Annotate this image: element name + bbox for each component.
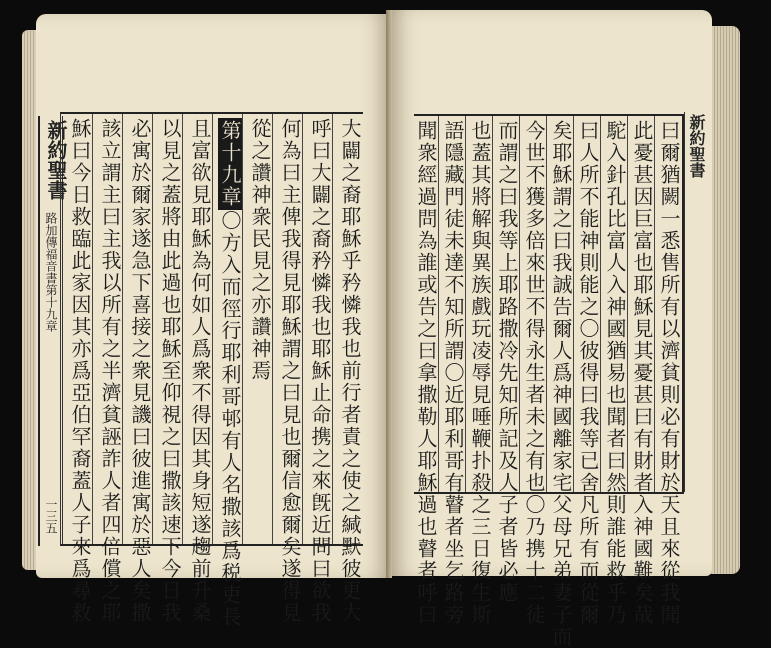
right-text-block (414, 114, 684, 648)
right-column-9: 語隱藏門徒未達不知所謂〇近耶利哥有瞽者坐乞路旁 (441, 120, 465, 626)
left-column-1: 大闢之裔耶穌乎矜憐我也前行者責之使之緘默彼更大 (338, 118, 362, 624)
left-column-2: 呼曰大闢之裔矜憐我也耶穌止命携之來旣近問曰欲我 (308, 118, 332, 624)
right-column-3: 駝入針孔比富人入神國猶易也聞者曰然則誰能救乎乃 (603, 120, 627, 626)
right-column-10: 聞衆經過問為誰或告之曰拿撒勒人耶穌過也瞽者呼曰 (414, 120, 438, 626)
left-column-8: 必寓於爾家遂急下喜接之衆見譏曰彼進寓於惡人矣撒 (128, 118, 152, 624)
left-column-5 (219, 118, 241, 628)
left-column-9: 該立謂主曰主我以所有之半濟貧誣詐人者四倍償之耶 (98, 118, 122, 624)
chapter-column-text: 〇方入而徑行耶利哥邨有人名撒該爲税吏長 (218, 210, 242, 628)
right-running-head (684, 112, 705, 492)
book-gutter (386, 10, 392, 578)
right-column-2: 此憂甚因巨富也耶穌見其憂甚曰有財者入神國難矣哉 (630, 120, 654, 626)
left-column-3: 何為曰主俾我得見耶穌謂之曰見也爾信愈爾矣遂得見 (278, 118, 302, 624)
right-column-6: 今世不獲多倍來世不得永生者未之有也〇乃携十二徒 (522, 120, 546, 626)
right-running-head-title: 新約聖書 (687, 114, 706, 178)
left-text-block (60, 112, 363, 628)
left-page-number: 一三五 (44, 498, 58, 534)
right-column-5: 矣耶穌謂之曰我誠告爾人爲神國離家宅父母兄弟妻子而 (549, 120, 573, 648)
left-column-10: 穌曰今日救臨此家因其亦爲亞伯罕裔蓋人子來爲尋救 (68, 118, 92, 624)
left-column-6: 且富欲見耶穌為何如人爲衆不得因其身短遂趨前升桑 (188, 118, 212, 624)
right-column-4: 曰人所不能神則能之〇彼得曰我等已舍凡所有而從爾 (576, 120, 600, 626)
left-column-7: 以見之蓋將由此過也耶穌至仰視之曰撒該速下今日我 (158, 118, 182, 624)
right-column-8: 也蓋其將解與異族戲玩凌辱見唾鞭扑殺之三日復生斯 (468, 120, 492, 626)
left-running-head-title: 新約聖書 (44, 120, 68, 200)
left-running-head-subtitle: 路加傳福音書第十九章 (44, 212, 58, 332)
right-column-1: 曰爾猶闕一悉售所有以濟貧則必有財於天且來從我聞 (657, 120, 681, 626)
left-column-4: 從之讚神衆民見之亦讚神焉 (248, 118, 272, 382)
chapter-heading: 第十九章 (218, 120, 242, 208)
right-column-7: 而謂之曰我等上耶路撒冷先知所記及人子者皆必應 (495, 120, 519, 604)
